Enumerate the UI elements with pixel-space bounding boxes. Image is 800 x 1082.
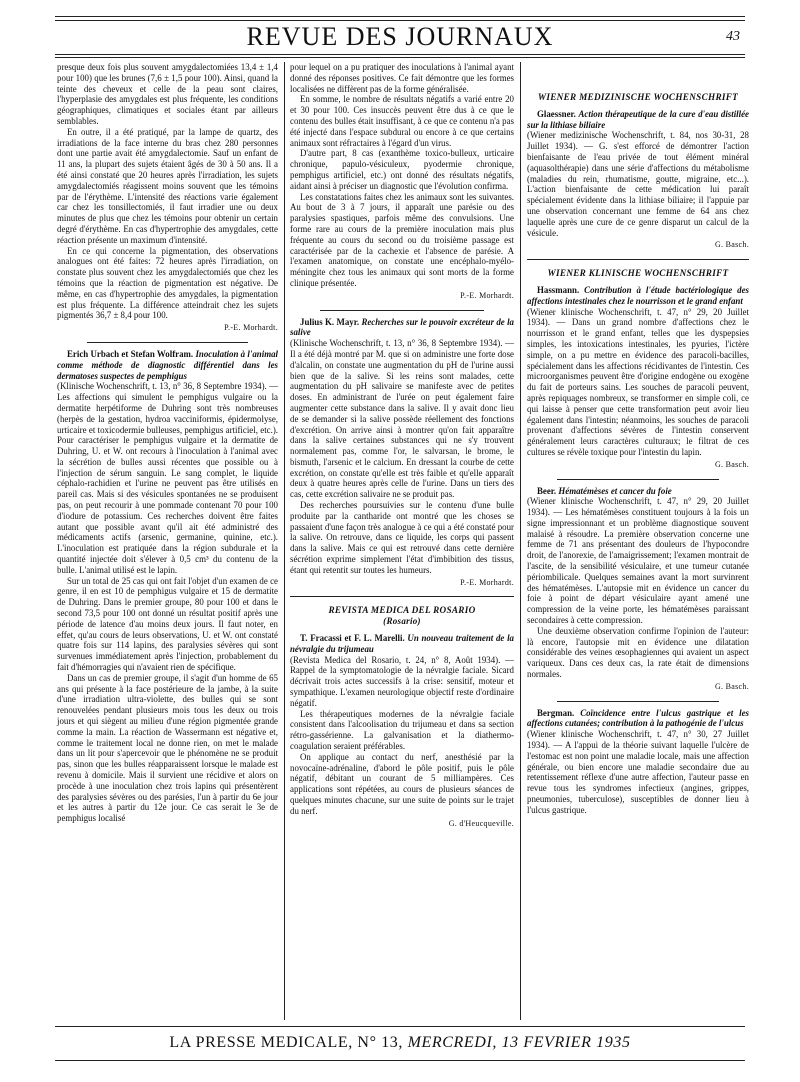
- article-title: Recherches sur le pouvoir excréteur de la salive: [290, 316, 514, 338]
- footer-rule-top: [55, 1026, 745, 1027]
- column-1: [57, 62, 278, 824]
- article-body: (Klinische Wochenschrift, t. 13, n° 36, 8 Septembre 1934). — Il a été déjà montré par M. que si on administre une forte dose d'alcalin, on constate une augmentation du pH de l'urine aussi bien que de la salive. Si les reins sont malades, cette augmentation du pH salivaire se manifeste avec de petites doses. En administrant de l'urée on peut également faire augmenter cette substance dans la salive. Il y avait donc lieu de se demander si la salive possède réellement des fonctions d'excrétion. On arrive ainsi à montrer qu'on fait apparaître dans la salive certaines substances qui ne s'y trouvent normalement pas, comme l'or, le salvarsan, le brome, le bismuth, l'arsenic et le calcium. En dressant la courbe de cette excrétion, on constate qu'elle est très faible et qu'elle apparaît deux à quatre heures après celle de l'urine. Dans un tiers des cas, cette excrétion salivaire ne se produit pas.: [290, 338, 514, 500]
- paragraph: En outre, il a été pratiqué, par la lampe de quartz, des irradiations de la face interne du bras chez 280 personnes dont une partie avait été amygdalectomie. Sauf un enfant de 11 ans, la plupart des sujets étaient âgés de 30 à 50 ans. Il a été ainsi constaté que 20 heures après l'irradiation, les sujets amygdalectomiés réagissent moins souvent que les témoins par de l'érythème. L'intensité des réactions varie également car chez les tonsillectomiés, il faut irradier une ou deux minutes de plus que chez les témoins pour obtenir un certain degré d'érythème. En cas d'hypertrophie des amygdales, cette réaction présente un maximum d'intensité.: [57, 126, 278, 245]
- signature: P.-E. Morhardt.: [224, 323, 278, 333]
- article-body: (Wiener klinische Wochenschrift, t. 47, n° 29, 20 Juillet 1934). — Dans un grand nombre d'affections chez le nourrisson et le grand enfant, telles que les dyspepsies simples, les intoxications intestinales, les pyuries, l'ictère simple, on a pu mettre en évidence des paracoli-bacilles, spécialement dans les affections récidivantes de l'intestin. Ces microorganismes peuvent être d'origine endogène ou exogène du fait de porteurs sains. Les souches de paracoli peuvent, après repiquages nombreux, se transformer en simple coli, ce qui laisse à penser que cette transformation peut avoir lieu également dans l'intestin; néanmoins, les souches de paracoli provenant d'affections sévères de l'intestin conservent généralement leurs caractères culturaux; le filtrat de ces cultures se révèle toxique pour l'intestin du lapin.: [527, 306, 749, 457]
- paragraph: Des recherches poursuivies sur le contenu d'une bulle produite par la cantharide ont montré que les choses se passaient d'une façon très analogue à ce qui a été constaté pour la salive. On retrouve, dans ce liquide, les corps qui passent dans la salive. Mais ce qui est retrouvé dans cette dernière sécrétion exprime simplement l'état d'imbibition des tissus, étant qui retentit sur toutes les humeurs.: [290, 500, 514, 575]
- column-divider-2: [520, 62, 521, 1020]
- article-title: Action thérapeutique de la cure d'eau distillée sur la lithiase biliaire: [527, 108, 749, 130]
- footer-journal: LA PRESSE MEDICALE, N° 13,: [169, 1034, 403, 1051]
- paragraph: En somme, le nombre de résultats négatifs a varié entre 20 et 30 pour 100. Ces insuccès peuvent être dus à ce que le contenu des bulles était insuffisant, à ce que ce contenu n'a pas été injecté dans l'espace subdural ou encore à ce que certains animaux sont réfractaires à l'égard d'un virus.: [290, 94, 514, 148]
- article-body: (Wiener klinische Wochenschrift, t. 47, n° 29, 20 Juillet 1934). — Les hématémèses constituent toujours à la fois un signe impressionnant et un problème diagnostique souvent malaisé à résoudre. La première observation concerne une femme de 71 ans présentant des douleurs de l'hypocondre droit, de l'anorexie, de l'amaigrissement; l'examen montrait de l'ascite, de la sensibilité vésiculaire, et une tumeur cutanée périombilicale. Quelques semaines avant la mort survinrent des hématémèses. L'autopsie mit en évidence un cancer du foie à point de départ vésiculaire ayant amené une compression de la veine porte, les hématémèses paraissant secondaires à cette compression.: [527, 496, 749, 626]
- header-rule-bottom-inner: [55, 57, 745, 58]
- signature: G. Basch.: [714, 459, 749, 469]
- section-separator: [527, 259, 749, 260]
- article-separator: [557, 479, 719, 480]
- signature: G. Basch.: [714, 240, 749, 250]
- article-heading: [57, 349, 278, 381]
- paragraph: En ce qui concerne la pigmentation, des observations analogues ont été faites: 72 heures après l'irradiation, on constate plus souvent chez les amygdalectomiés que chez les témoins que la réaction de pigmentation est négative. De même, en cas d'hypertrophie des amygdales, la pigmentation est plus fréquente. La différence atteindrait chez les sujets pigmentés 36,7 ± 8,4 pour 100.: [57, 245, 278, 321]
- signature: G. Basch.: [714, 681, 749, 691]
- section-title: REVISTA MEDICA DEL ROSARIO: [328, 605, 476, 616]
- header-rule-top: [55, 16, 745, 17]
- column-3: [527, 62, 749, 816]
- article-title: Contribution à l'étude bactériologique des affections intestinales chez le nourrisson et le grand enfant: [527, 284, 750, 306]
- article-title: Un nouveau traitement de la névralgie du trijumeau: [290, 633, 514, 654]
- article-authors: Beer.: [537, 485, 557, 496]
- paragraph: presque deux fois plus souvent amygdalectomiées 13,4 ± 1,4 pour 100) que les brunes (7,6 ± 1,5 pour 100). Ainsi, quand la teinte des cheveux et celle de la peau sont claires, l'hyperplasie des amygdales est plus fréquente, les conditions géographiques, climatiques et sociales étant par ailleurs semblables.: [57, 62, 278, 126]
- section-separator: [290, 596, 514, 597]
- section-heading: [290, 605, 514, 627]
- section-subtitle: (Rosario): [383, 616, 421, 627]
- section-heading: WIENER KLINISCHE WOCHENSCHRIFT: [547, 268, 729, 279]
- paragraph: Une deuxième observation confirme l'opinion de l'auteur: là encore, l'autopsie mit en évidence une dilatation considérable des veines œsophagiennes qui avaient un aspect variqueux. Dans ces deux cas, la rate était de dimensions normales.: [527, 625, 749, 680]
- article-authors: Erich Urbach et Stefan Wolfram.: [67, 348, 194, 359]
- journal-title: REVUE DES JOURNAUX: [246, 22, 554, 51]
- article-heading: [527, 486, 749, 497]
- article-heading: [527, 109, 749, 131]
- signature: P.-E. Morhardt.: [460, 577, 514, 587]
- footer-date: MERCREDI, 13 FEVRIER 1935: [407, 1034, 631, 1051]
- signature: G. d'Heucqueville.: [448, 818, 514, 828]
- paragraph: D'autre part, 8 cas (exanthème toxico-bulleux, urticaire chronique, papulo-vésiculeux, pyodermie chronique, pemphigus artificiel, etc.) ont donné des résultats négatifs, aidant ainsi à préciser un diagnostic que l'évolution confirma.: [290, 148, 514, 191]
- paragraph: Les constatations faites chez les animaux sont les suivantes. Au bout de 3 à 7 jours, il apparaît une parésie ou des paralysies spastiques, parfois même des convulsions. Une forme rare au cours de la première inoculation mais plus fréquente au cours du second ou du troisième passage est caractérisée par de la cachexie et l'absence de parésie. A l'examen anatomique, on constate une encéphalo-myélo-méningite chez tous les animaux qui sont morts de la forme clinique présentée.: [290, 191, 514, 288]
- page-number: 43: [726, 29, 740, 44]
- article-authors: T. Fracassi et F. L. Marelli.: [300, 633, 405, 644]
- paragraph: Sur un total de 25 cas qui ont fait l'objet d'un examen de ce genre, il en est 10 de pemphigus vulgaire et 15 de dermatite de Duhring. Dans le premier groupe, 80 pour 100 et dans le second 73,5 pour 100 ont donné un résultat positif après une période de latence d'au moins deux jours. Il faut noter, en effet, qu'au cours de leurs observations, U. et W. ont constaté quatre fois sur 114 lapins, des paralysies sévères qui sont survenues immédiatement après l'injection, probablement du fait d'hémorragies qui n'avaient rien de spécifique.: [57, 575, 278, 673]
- article-heading: [527, 708, 749, 730]
- paragraph: On applique au contact du nerf, anesthésié par la novocaïne-adrénaline, d'abord le pôle positif, puis le pôle négatif, débitant un courant de 5 milliampères. Ces applications sont répétées, au cours de plusieurs séances de quelques minutes chacune, sur une suite de points sur le trajet du nerf.: [290, 751, 514, 816]
- article-heading: [290, 633, 514, 655]
- footer: [0, 1034, 800, 1052]
- article-body: (Wiener medizinische Wochenschrift, t. 84, nos 30-31, 28 Juillet 1934). — G. s'est efforcé de démontrer l'action bienfaisante de l'eau privée de tout élément minéral (aquasolthérapie) dans une série d'affections du métabolisme (maladies du rein, rhumatisme, goutte, migraine, etc...). L'action bienfaisante de cette médication lui paraît spécialement évidente dans la lithiase biliaire; il l'appuie par une observation concernant une femme de 64 ans chez laquelle après une cure de ce genre disparut un calcul de la vésicule.: [527, 130, 749, 238]
- article-authors: Julius K. Mayr.: [300, 316, 360, 327]
- article-body: (Revista Medica del Rosario, t. 24, n° 8, Août 1934). — Rappel de la symptomatologie de la névralgie faciale. Sicard décrivait trois actes successifs à la crise: sensitif, moteur et sympathique. L'examen neurologique objectif reste d'ordinaire négatif.: [290, 654, 514, 708]
- signature: P.-E. Morhardt.: [460, 290, 514, 300]
- column-2: [290, 62, 514, 837]
- footer-rule-bottom: [55, 1060, 745, 1061]
- article-body: (Klinische Wochenschrift, t. 13, n° 36, 8 Septembre 1934). — Les affections qui simulent le pemphigus vulgaire ou la dermatite herpétiforme de Duhring sont très nombreuses (herpès de la gestation, hydroa vacciniformis, épidermolyse, urticaire et toxicodermie bulleuses, pemphigus artificiel, etc.). Pour caractériser le pemphigus vulgaire et la dermatite de Duhring, U. et W. ont recours à l'inoculation à l'animal avec la sécrétion de bulles aussi récentes que possible ou à l'injection de sérum sanguin. Le sang complet, le liquide céphalo-rachidien et l'urine ne peuvent pas être utilisés en pareil cas. Mais si des vésicules spontanées ne se produisent pas, on peut recourir à une pommade contenant 70 pour 100 d'iodure de potassium. Ces recherches doivent être faites autant que possible avant qu'il ait été administré des médicaments actifs (arsenic, germanine, quinine, etc.). L'inoculation est pratiquée dans la région subdurale et la quantité injectée doit s'élever à 0,5 cm³ du contenu de la bulle. L'animal utilisé est le lapin.: [57, 381, 278, 575]
- article-authors: Bergman.: [537, 707, 575, 718]
- header-rule-top-inner: [55, 20, 745, 21]
- article-heading: [527, 285, 749, 307]
- article-authors: Hassmann.: [537, 284, 580, 295]
- column-divider-1: [284, 62, 285, 1020]
- article-body: (Wiener klinische Wochenschrift, t. 47, n° 30, 27 Juillet 1934). — A l'appui de la théorie suivant laquelle l'ulcère de l'estomac est non point une maladie locale, mais une affection générale, ou bien encore une maladie secondaire due au retentissement réflexe d'une autre affection, l'auteur passe en revue tous les syndromes infectieux (angines, grippes, pneumonies, tuberculose), susceptibles de donner lieu à l'ulcus gastrique.: [527, 729, 749, 815]
- article-title: Hématémèses et cancer du foie: [558, 485, 672, 496]
- article-separator: [87, 342, 248, 343]
- article-authors: Glaessner.: [537, 108, 576, 119]
- article-separator: [320, 310, 484, 311]
- paragraph: pour lequel on a pu pratiquer des inoculations à l'animal ayant donné des réponses positives. Ce fait démontre que les formes localisées ne diffèrent pas de la forme généralisée.: [290, 62, 514, 94]
- article-title: Coïncidence entre l'ulcus gastrique et les affections cutanées; contribution à la pathogénie de l'ulcus: [527, 707, 749, 729]
- article-separator: [557, 701, 719, 702]
- article-heading: [290, 317, 514, 339]
- section-heading: WIENER MEDIZINISCHE WOCHENSCHRIFT: [537, 92, 739, 102]
- paragraph: Les thérapeutiques modernes de la névralgie faciale consistent dans l'alcoolisation du trijumeau et dans sa section rétro-gassérienne. La galvanisation et la diathermo-coagulation seraient préférables.: [290, 708, 514, 752]
- article-title: Inoculation à l'animal comme méthode de diagnostic différentiel dans les dermatoses suspectes de pemphigus: [57, 348, 279, 381]
- paragraph: Dans un cas de premier groupe, il s'agit d'un homme de 65 ans qui présente à la face postérieure de la jambe, à la suite d'une irradiation ultra-violette, des bulles qui se sont renouvelées pendant plusieurs mois tous les deux ou trois jours et qui siègent au milieu d'une région pigmentée grande comme la main. La réaction de Wassermann est négative et, comme le traitement local ne donne rien, on met le malade dans un lit pour s'apercevoir que le phénomène ne se produit pas, sinon que les bulles réapparaissent lorsque le malade est revenu à domicile. Mais il survient une récidive et alors on procède à une inoculation chez trois lapins qui présentèrent des paralysies sévères ou des parésies, l'un à partir du 6e jour et les autres à partir du 12e jour. Ce cas serait le 3e de pemphigus localisé: [57, 672, 278, 824]
- header-rule-bottom: [55, 54, 745, 55]
